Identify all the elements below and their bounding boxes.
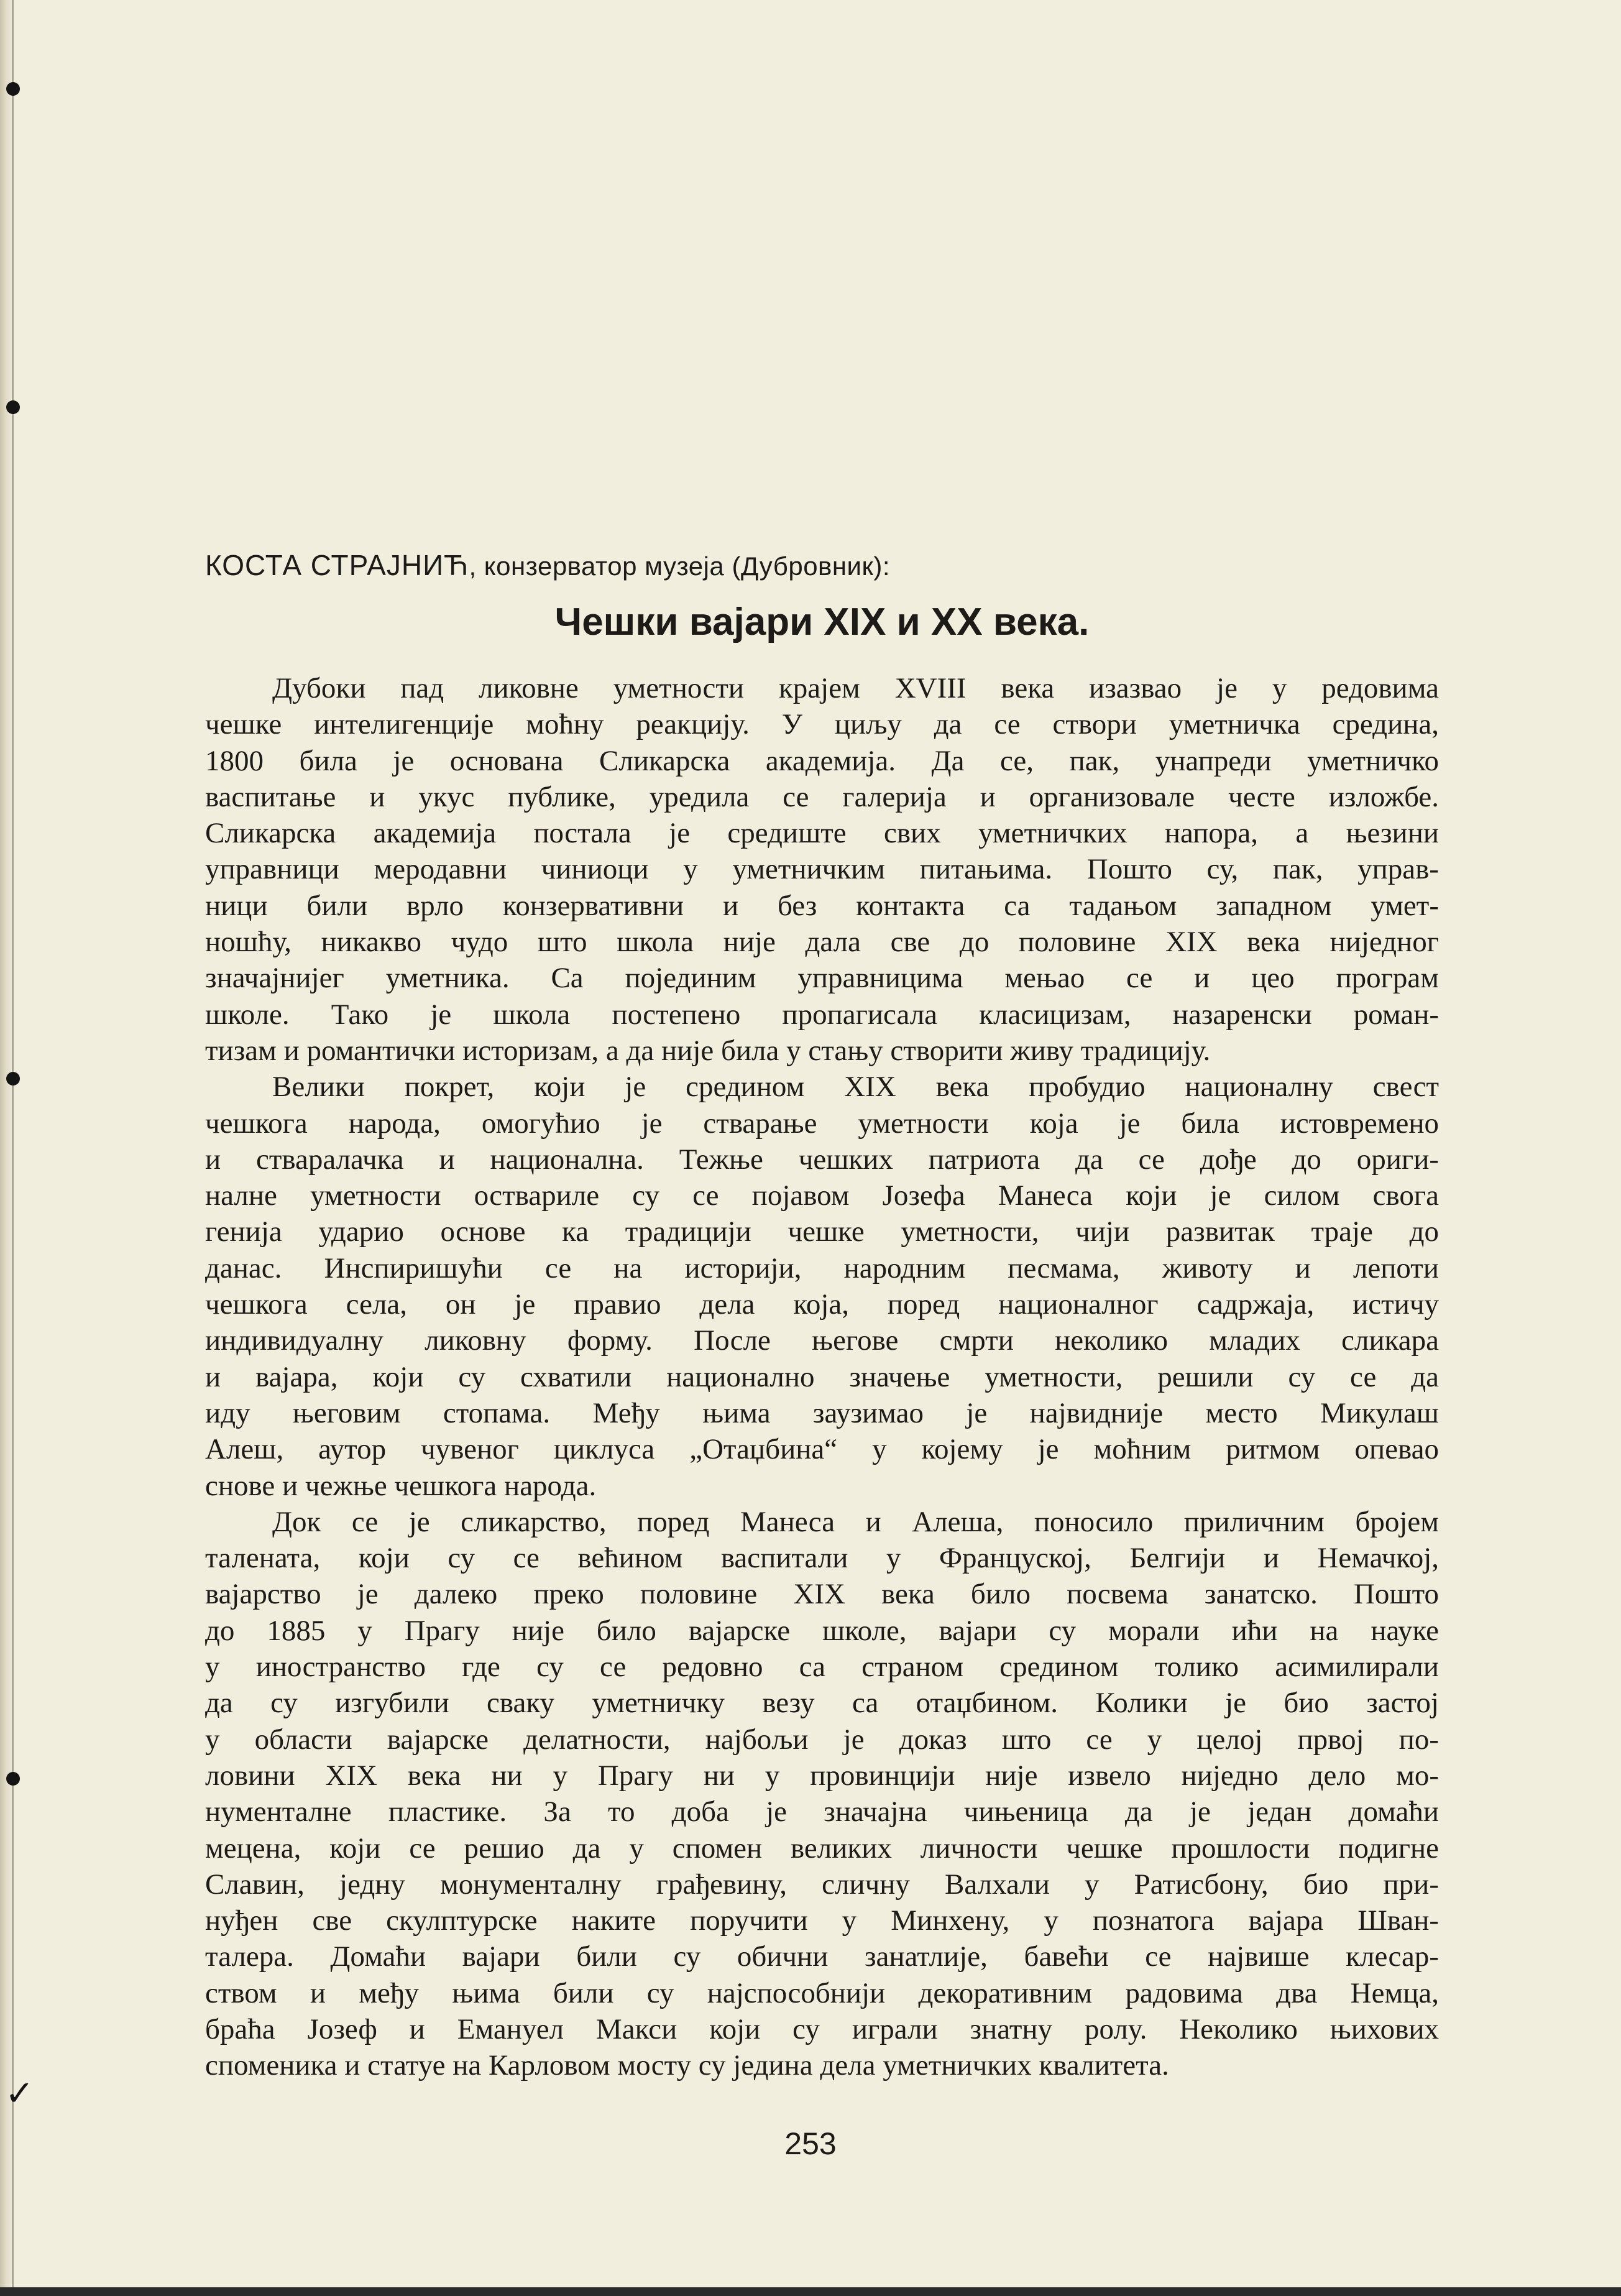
paragraph xyxy=(205,1069,1439,1504)
text-line: да су изгубили сваку уметничку везу са отаџбином. Колики је био застој xyxy=(205,1687,1439,1720)
text-line: Велики покрет, који је средином XIX века пробудио националну свест xyxy=(272,1071,1439,1104)
text-line: чешке интелигенције моћну реакцију. У циљу да се створи уметничка средина, xyxy=(205,708,1439,741)
text-line: васпитање и укус публике, уредила се галерија и организовале честе изложбе. xyxy=(205,780,1439,813)
paragraph xyxy=(205,1504,1439,2084)
text-line: вајарство је далеко преко половине XIX века било посвема занатско. Пошто xyxy=(205,1578,1439,1611)
text-line: данас. Инспиришући се на историји, народним песмама, животу и лепоти xyxy=(205,1252,1439,1284)
text-line: и вајара, који су схватили национално значење уметности, решили су се да xyxy=(205,1360,1439,1393)
text-line: ношћу, никакво чудо што школа није дала све до половине XIX века ниједног xyxy=(205,926,1439,959)
binding-hole-mark xyxy=(6,1072,20,1086)
text-line: чешкога народа, омогућио је стварање уметности која је била истовремено xyxy=(205,1107,1439,1140)
article-title: Чешки вајари XIX и XX века. xyxy=(554,601,1090,643)
text-line: Сликарска академија постала је средиште свих уметничких напора, а њезини xyxy=(205,817,1439,850)
text-line: нументалне пластике. За то доба је значајна чињеница да је један домаћи xyxy=(205,1796,1439,1828)
text-line: управници меродавни чиниоци у уметничким питањима. Пошто су, пак, управ- xyxy=(205,853,1439,886)
author-name: КОСТА СТРАЈНИЋ xyxy=(205,549,469,581)
text-line: снове и чежње чешкога народа. xyxy=(205,1469,597,1502)
text-line: браћа Јозеф и Емануел Макси који су играли знатну ролу. Неколико њихових xyxy=(205,2012,1439,2045)
scan-bottom-edge xyxy=(0,2287,1621,2296)
author-byline xyxy=(205,547,890,584)
text-line: мецена, који се решио да у спомен великих личности чешке прошлости подигне xyxy=(205,1832,1439,1865)
text-line: школе. Тако је школа постепено пропагисала класицизам, назаренски роман- xyxy=(205,998,1439,1031)
text-line: талера. Домаћи вајари били су обични занатлије, бавећи се највише клесар- xyxy=(205,1940,1439,1973)
text-line: индивидуалну ликовну форму. После његове смрти неколико младих сликара xyxy=(205,1324,1439,1357)
paragraph xyxy=(205,670,1439,1069)
text-line: Дубоки пад ликовне уметности крајем XVIII века изазвао је у редовима xyxy=(272,672,1439,704)
text-line: Док се је сликарство, поред Манеса и Алеша, поносило приличним бројем xyxy=(272,1505,1439,1538)
text-line: у области вајарске делатности, најбољи је доказ што се у целој првој по- xyxy=(205,1723,1439,1756)
pencil-check-mark: ✓ xyxy=(5,2073,34,2114)
text-line: генија ударио основе ка традицији чешке уметности, чији развитак траје до xyxy=(205,1215,1439,1248)
text-line: Славин, једну монументалну грађевину, сличну Валхали у Ратисбону, био при- xyxy=(205,1868,1439,1901)
text-line: нуђен све скулптурске наките поручити у Минхену, у познатога вајара Шван- xyxy=(205,1904,1439,1937)
text-line: налне уметности оствариле су се појавом Јозефа Манеса који је силом свога xyxy=(205,1179,1439,1212)
text-line: и стваралачка и национална. Тежње чешких патриота да се дође до ориги- xyxy=(205,1143,1439,1176)
text-line: тизам и романтички историзам, а да није била у стању створити живу традицију. xyxy=(205,1034,1211,1067)
text-line: Алеш, аутор чувеног циклуса „Отаџбина“ у којему је моћним ритмом опевао xyxy=(205,1433,1439,1466)
text-line: до 1885 у Прагу није било вајарске школе, вајари су морали ићи на науке xyxy=(205,1614,1439,1647)
text-line: иду његовим стопама. Међу њима заузимао је највидније место Микулаш xyxy=(205,1396,1439,1429)
page-edge-line xyxy=(12,0,14,2296)
page-number: 253 xyxy=(784,2126,837,2161)
binding-hole-mark xyxy=(6,82,20,96)
text-line: талената, који су се већином васпитали у Француској, Белгији и Немачкој, xyxy=(205,1542,1439,1575)
text-line: ници били врло конзервативни и без контакта са тадањом западном умет- xyxy=(205,889,1439,922)
text-line: чешкога села, он је правио дела која, поред националног садржаја, истичу xyxy=(205,1288,1439,1321)
text-line: у иностранство где су се редовно са страном средином толико асимилирали xyxy=(205,1651,1439,1684)
text-line: 1800 била је основана Сликарска академија. Да се, пак, унапреди уметничко xyxy=(205,744,1439,777)
text-line: ством и међу њима били су најспособнији декоративним радовима два Немца, xyxy=(205,1976,1439,2009)
text-line: значајнијег уметника. Са појединим управницима мењао се и цео програм xyxy=(205,962,1439,995)
text-line: ловини XIX века ни у Прагу ни у провинцији није извело ниједно дело мо- xyxy=(205,1759,1439,1792)
text-line: споменика и статуе на Карловом мосту су једина дела уметничких квалитета. xyxy=(205,2049,1169,2082)
article-body xyxy=(205,670,1439,2084)
author-affiliation: , конзерватор музеја (Дубровник): xyxy=(469,551,891,581)
binding-hole-mark xyxy=(6,400,20,414)
binding-hole-mark xyxy=(6,1772,20,1786)
